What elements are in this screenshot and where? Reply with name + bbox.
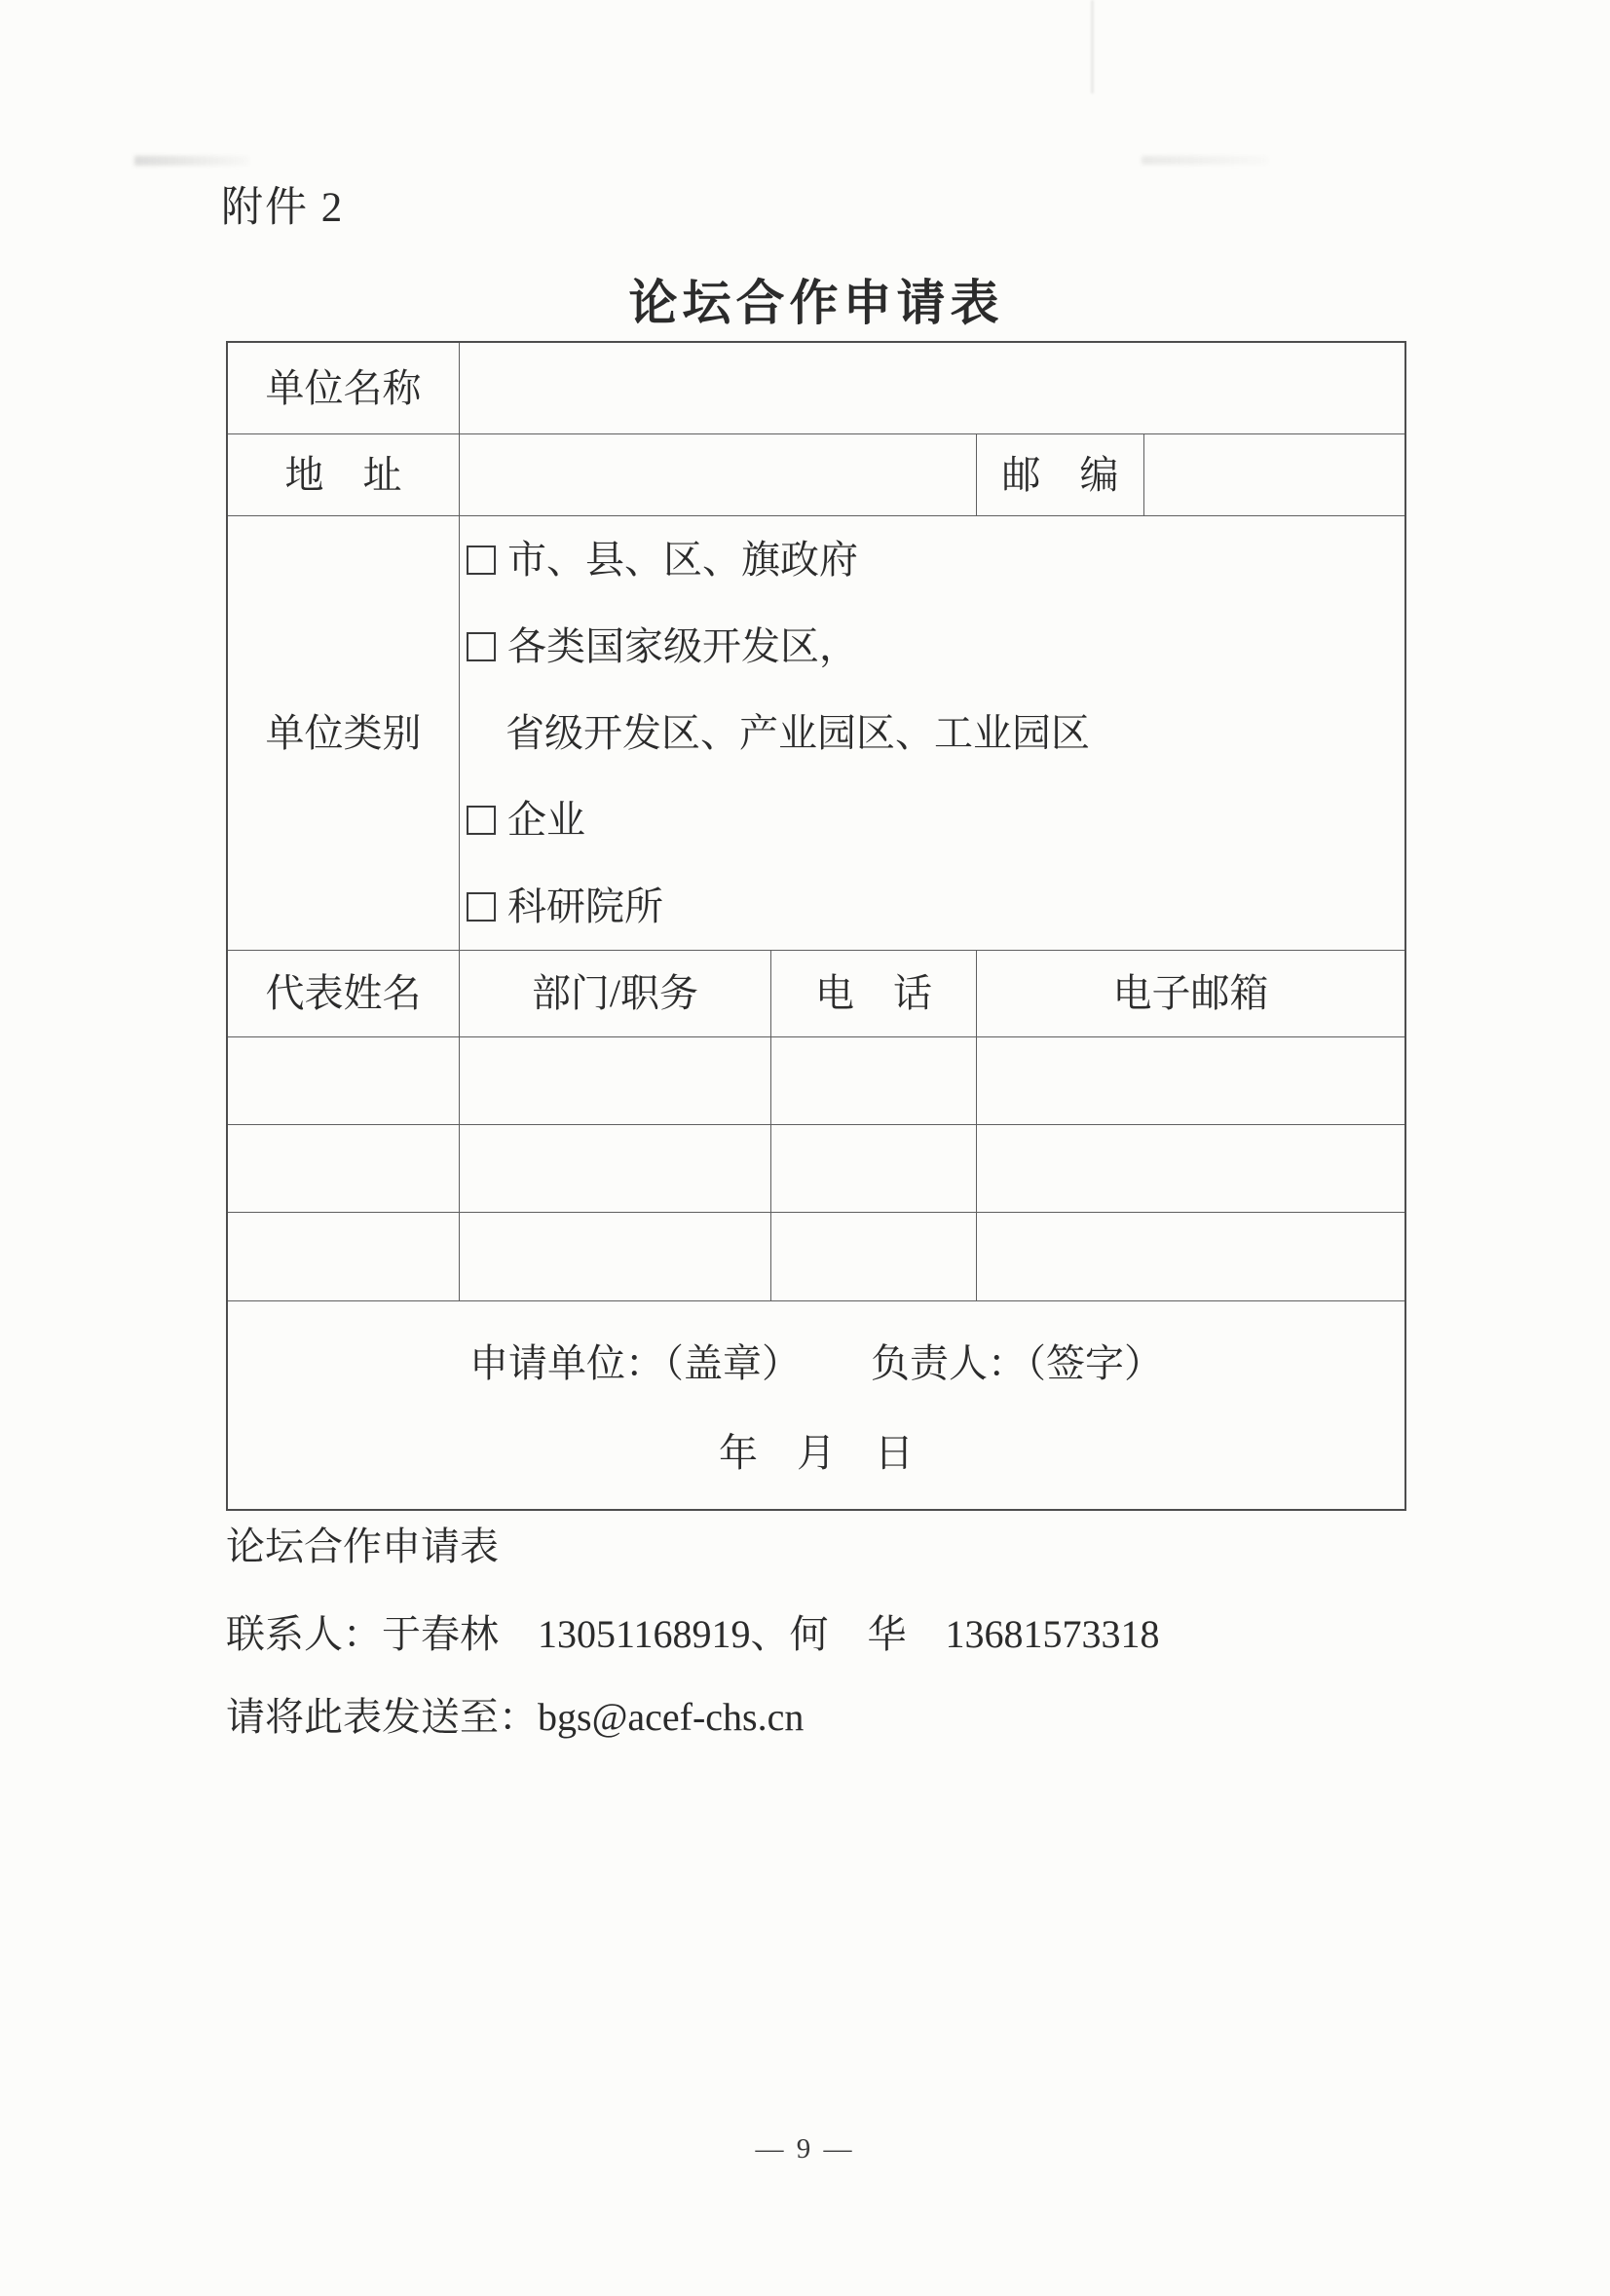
header-representative-name: 代表姓名: [228, 951, 460, 1036]
postal-label: 邮 编: [977, 434, 1144, 515]
unit-type-option-research-institute: [460, 863, 1404, 950]
responsible-sign-label: 负责人：（签字）: [871, 1341, 1163, 1385]
address-value-cell[interactable]: [460, 434, 977, 515]
unit-type-label: 单位类别: [228, 516, 460, 950]
contact-name-cell[interactable]: [228, 1125, 460, 1212]
checkbox-icon[interactable]: [467, 892, 496, 922]
checkbox-icon[interactable]: [467, 806, 496, 835]
header-phone: 电 话: [771, 951, 977, 1036]
row-unit-type: [228, 516, 1404, 951]
contact-name-cell[interactable]: [228, 1037, 460, 1124]
option-label: 市、县、区、旗政府: [507, 537, 858, 582]
header-email: 电子邮箱: [1112, 971, 1269, 1015]
option-label: 各类国家级开发区，: [507, 623, 858, 668]
contact-email-cell[interactable]: [977, 1213, 1404, 1300]
contact-row: [228, 1125, 1404, 1213]
signature-line: [469, 1340, 1163, 1387]
checkbox-icon[interactable]: [467, 546, 496, 575]
address-label: 地 址: [228, 434, 460, 515]
unit-name-value-cell[interactable]: [460, 343, 1404, 433]
row-address: [228, 434, 1404, 516]
contact-email-cell[interactable]: [977, 1125, 1404, 1212]
row-unit-name: [228, 343, 1404, 434]
scan-artifact: [1091, 0, 1094, 94]
contact-row: [228, 1213, 1404, 1301]
scan-artifact: [134, 156, 249, 166]
contact-phone-cell[interactable]: [771, 1213, 977, 1300]
applicant-seal-label: 申请单位：（盖章）: [469, 1341, 801, 1385]
contact-email-cell[interactable]: [977, 1037, 1404, 1124]
contact-row: [228, 1037, 1404, 1125]
option-label: 省级开发区、产业园区、工业园区: [505, 710, 1090, 755]
unit-type-option-government: [460, 516, 1404, 603]
unit-type-options: [460, 516, 1404, 950]
unit-name-label: 单位名称: [228, 343, 460, 433]
application-table: [226, 341, 1406, 1511]
page-number: — 9 —: [755, 2133, 855, 2164]
contact-phone-cell[interactable]: [771, 1125, 977, 1212]
footer-form-name: 论坛合作申请表: [226, 1524, 499, 1568]
contacts-header-row: [228, 951, 1404, 1037]
date-line: 年 月 日: [719, 1431, 914, 1475]
contact-department-cell[interactable]: [460, 1037, 771, 1124]
signature-section: [228, 1301, 1404, 1509]
contact-name-cell[interactable]: [228, 1213, 460, 1300]
unit-type-option-enterprise: [460, 776, 1404, 863]
postal-value-cell[interactable]: [1144, 434, 1404, 515]
contact-department-cell[interactable]: [460, 1125, 771, 1212]
option-label: 科研院所: [507, 884, 663, 928]
attachment-label: 附件 2: [221, 185, 345, 231]
option-label: 企业: [507, 797, 585, 842]
checkbox-icon[interactable]: [467, 632, 496, 661]
signature-cell: [228, 1301, 1404, 1509]
unit-type-option-development-zone-continued: [460, 690, 1404, 776]
page-title: 论坛合作申请表: [628, 276, 1004, 330]
contact-department-cell[interactable]: [460, 1213, 771, 1300]
unit-type-option-development-zone: [460, 603, 1404, 690]
header-department-position: 部门/职务: [460, 951, 771, 1036]
footer-contact-line: 联系人：于春林 13051168919、何 华 13681573318: [226, 1612, 1160, 1656]
contact-phone-cell[interactable]: [771, 1037, 977, 1124]
footer-send-line: 请将此表发送至：bgs@acef-chs.cn: [226, 1695, 805, 1739]
scan-artifact: [1142, 156, 1268, 165]
